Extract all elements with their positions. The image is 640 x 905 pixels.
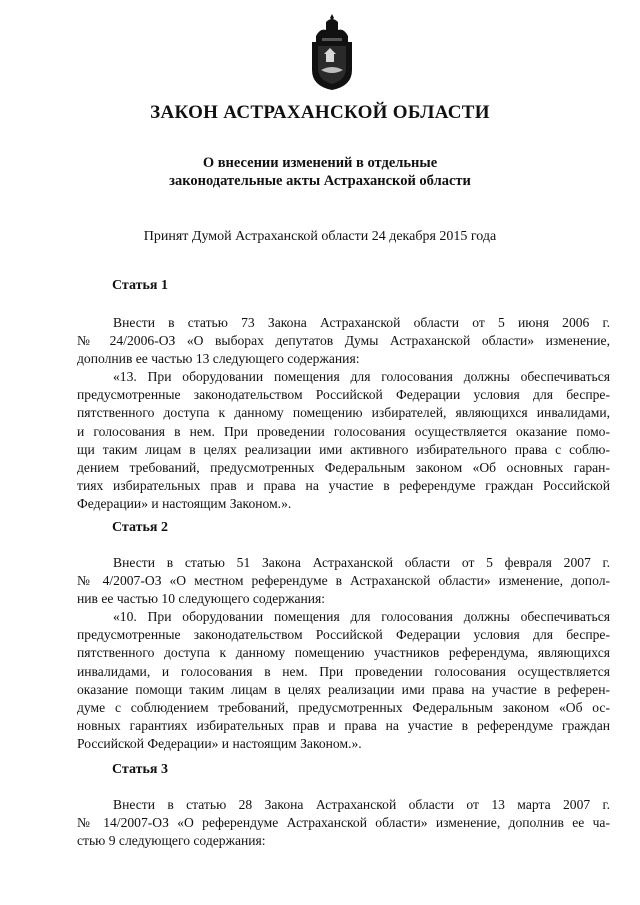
law-subtitle [0, 154, 640, 190]
subtitle-line: законодательные акты Астраханской области [169, 173, 471, 189]
text-line: № 14/2007-ОЗ «О референдуме Астраханской области» изменение, дополнив ее ча- [77, 815, 610, 831]
text-line: новных гарантиях избирательных прав и права на участие в референдуме граждан [77, 718, 610, 734]
text-line: дением требований, предусмотренных Федеральным законом «Об основных гаран- [77, 460, 610, 476]
text-line: Внести в статью 51 Закона Астраханской области от 5 февраля 2007 г. [113, 555, 610, 570]
text-line: Российской Федерации» и настоящим Законом.». [77, 736, 362, 752]
text-line: думе с соблюдением требований, предусмотренных Федеральным законом «Об ос- [77, 700, 610, 716]
article-intro [77, 796, 610, 851]
adoption-date: Принят Думой Астраханской области 24 декабря 2015 года [143, 229, 497, 244]
text-line: Федерации» и настоящим Законом.». [77, 496, 292, 512]
text-line: «10. При оборудовании помещения для голосования должны обеспечиваться [113, 609, 610, 624]
text-line: пятственного доступа к данному помещению избирателей, являющихся инвалидами, [77, 405, 610, 421]
text-line: оказание помощи таким лицам в целях реализации ими права на участие в референ- [77, 681, 610, 697]
article-heading: Статья 1 [112, 278, 168, 293]
text-line: предусмотренные законодательством Российской Федерации условия для беспре- [77, 387, 610, 403]
text-line: № 24/2006-ОЗ «О выборах депутатов Думы Астраханской области» изменение, [77, 333, 610, 349]
text-line: стью 9 следующего содержания: [77, 833, 266, 849]
text-line: нив ее частью 10 следующего содержания: [77, 591, 326, 607]
article-intro [77, 314, 610, 369]
text-line: предусмотренные законодательством Российской Федерации условия для беспре- [77, 627, 610, 643]
text-line: и голосования в нем. При проведении голосования осуществляется оказание помо- [77, 423, 610, 439]
text-line: пятственного доступа к данному помещению участников референдума, являющихся [77, 645, 610, 661]
text-line: щи таким лицам в целях реализации ими активного избирательного права с соблю- [77, 441, 610, 457]
text-line: дополнив ее частью 13 следующего содержания: [77, 351, 360, 367]
law-title: ЗАКОН АСТРАХАНСКОЙ ОБЛАСТИ [150, 102, 490, 123]
text-line: Внести в статью 73 Закона Астраханской области от 5 июня 2006 г. [113, 315, 610, 330]
text-line: № 4/2007-ОЗ «О местном референдуме в Астраханской области» изменение, допол- [77, 573, 610, 589]
subtitle-line: О внесении изменений в отдельные [202, 155, 438, 171]
text-line: «13. При оборудовании помещения для голосования должны обеспечиваться [113, 369, 610, 384]
text-line: Внести в статью 28 Закона Астраханской области от 13 марта 2007 г. [113, 797, 610, 812]
article-heading: Статья 2 [112, 520, 168, 535]
text-line: тиях избирательных прав и права на участие в референдуме граждан Российской [77, 478, 610, 494]
article-heading: Статья 3 [112, 762, 168, 777]
coat-of-arms-icon [304, 12, 360, 92]
text-line: инвалидами, и голосования в нем. При проведении голосования осуществляется [77, 663, 610, 679]
article-quote [77, 368, 610, 514]
article-intro [77, 554, 610, 609]
article-quote [77, 608, 610, 754]
